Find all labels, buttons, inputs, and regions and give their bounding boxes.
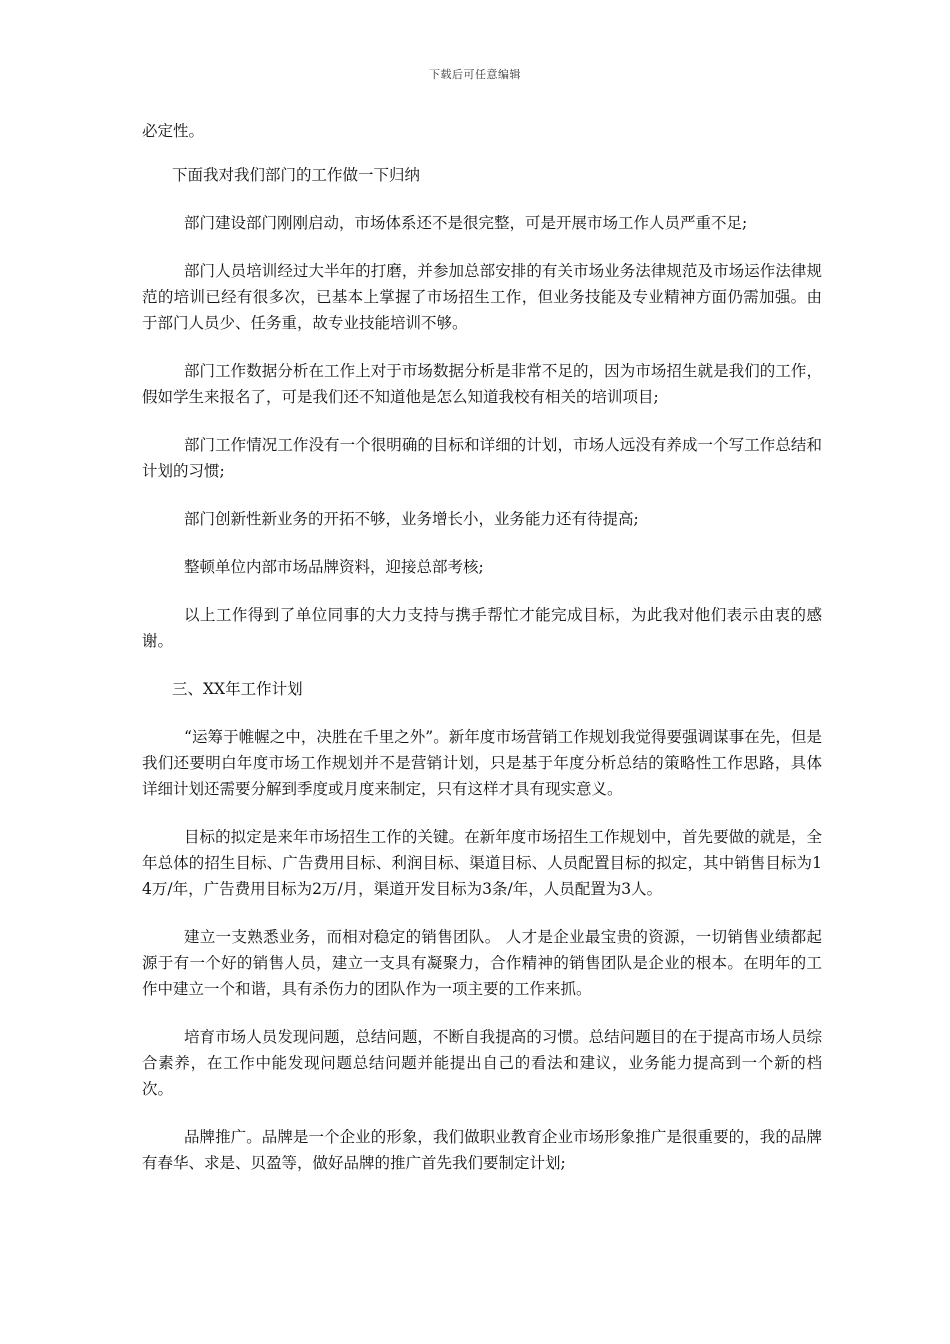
paragraph-problem-solving: 培育市场人员发现问题，总结问题，不断自我提高的习惯。总结问题目的在于提高市场人员综合素养，在工作中能发现问题总结问题并能提出自己的看法和建议，业务能力提高到一个新的档次。 bbox=[142, 1028, 822, 1098]
paragraph-work-status: 部门工作情况工作没有一个很明确的目标和详细的计划，市场人远没有养成一个写工作总结和计划的习惯; bbox=[142, 436, 822, 480]
paragraph-brand-materials: 整顿单位内部市场品牌资料，迎接总部考核; bbox=[184, 558, 484, 576]
page-header: 下载后可任意编辑 bbox=[429, 68, 521, 81]
paragraph-planning-quote: “运筹于帷幄之中，决胜在千里之外”。新年度市场营销工作规划我觉得要强调谋事在先，但是我们还要明白年度市场工作规划并不是营销计划，只是基于年度分析总结的策略性工作思路，具体详细计划还需要分解到季度或月度来制定，只有这样才具有现实意义。 bbox=[142, 728, 822, 798]
paragraph-department-building: 部门建设部门刚刚启动，市场体系还不是很完整，可是开展市场工作人员严重不足; bbox=[184, 214, 748, 232]
paragraph-thanks: 以上工作得到了单位同事的大力支持与携手帮忙才能完成目标，为此我对他们表示由衷的感谢。 bbox=[142, 606, 822, 650]
section-heading-work-plan: 三、XX年工作计划 bbox=[172, 680, 303, 698]
paragraph-staff-training: 部门人员培训经过大半年的打磨，并参加总部安排的有关市场业务法律规范及市场运作法律规范的培训已经有很多次，已基本上掌握了市场招生工作，但业务技能及专业精神方面仍需加强。由于部门人员少、任务重，故专业技能培训不够。 bbox=[142, 262, 822, 332]
document-body bbox=[142, 118, 822, 1198]
paragraph-continuation: 必定性。 bbox=[142, 122, 205, 140]
paragraph-brand-promotion: 品牌推广。品牌是一个企业的形象，我们做职业教育企业市场形象推广是很重要的，我的品牌有春华、求是、贝盈等，做好品牌的推广首先我们要制定计划; bbox=[142, 1128, 822, 1172]
paragraph-innovation: 部门创新性新业务的开拓不够，业务增长小，业务能力还有待提高; bbox=[184, 510, 639, 528]
paragraph-data-analysis: 部门工作数据分析在工作上对于市场数据分析是非常不足的，因为市场招生就是我们的工作，假如学生来报名了，可是我们还不知道他是怎么知道我校有相关的培训项目; bbox=[142, 362, 822, 406]
paragraph-targets: 目标的拟定是来年市场招生工作的关键。在新年度市场招生工作规划中，首先要做的就是，全年总体的招生目标、广告费用目标、利润目标、渠道目标、人员配置目标的拟定，其中销售目标为14万/年，广告费用目标为2万/月，渠道开发目标为3条/年，人员配置为3人。 bbox=[142, 828, 822, 898]
paragraph-sales-team: 建立一支熟悉业务，而相对稳定的销售团队。 人才是企业最宝贵的资源，一切销售业绩都起源于有一个好的销售人员，建立一支具有凝聚力，合作精神的销售团队是企业的根本。在明年的工作中建立一个和谐，具有杀伤力的团队作为一项主要的工作来抓。 bbox=[142, 928, 822, 998]
paragraph-summary-intro: 下面我对我们部门的工作做一下归纳 bbox=[172, 166, 421, 184]
